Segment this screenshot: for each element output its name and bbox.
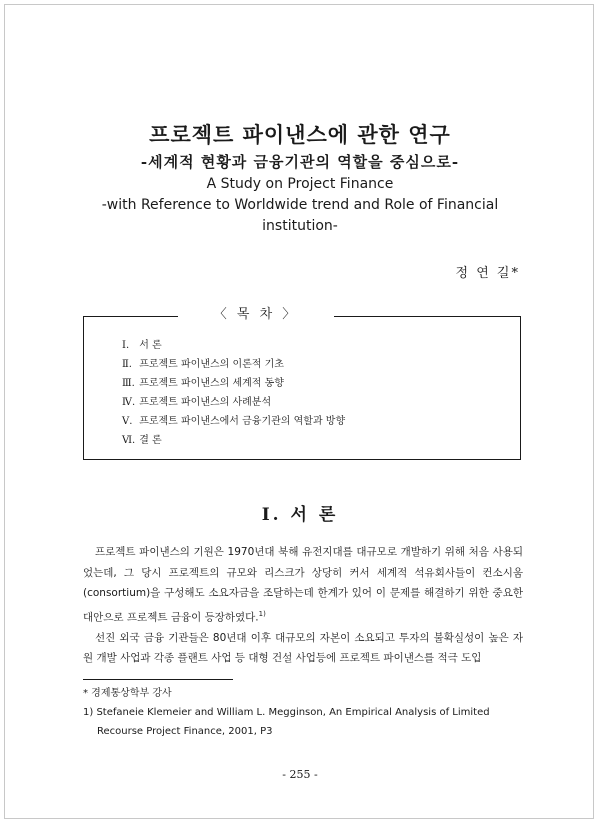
footnote-1-line1: 1) Stefaneie Klemeier and William L. Megginson, An Empirical Analysis of Limited: [83, 707, 490, 718]
toc-item-number: Ⅰ.: [122, 340, 130, 351]
section-heading: Ⅰ. 서 론: [261, 505, 339, 525]
toc-item-label: 프로젝트 파이낸스의 이론적 기초: [139, 359, 284, 370]
toc-bracket-left: 〈: [213, 307, 237, 322]
subtitle-korean: -세계적 현황과 금융기관의 역할을 중심으로-: [140, 153, 460, 171]
toc-bracket-right: 〉: [275, 307, 299, 322]
paragraph: 선진 외국 금융 기관들은 80년대 이후 대규모의 자본이 소요되고 투자의 불확실성이 높은 자원 개발 사업과 각종 플랜트 사업 등 대형 건설 사업등에 프로젝트 파이낸스를 적극 도입: [83, 631, 523, 664]
footnote-1-line2: Recourse Project Finance, 2001, P3: [97, 726, 273, 737]
toc-item: [122, 336, 345, 355]
toc-item-number: Ⅵ.: [122, 435, 136, 446]
footnote-divider: [83, 679, 233, 680]
toc-item-label: 프로젝트 파이낸스의 사례분석: [139, 397, 272, 408]
toc-item: [122, 412, 345, 431]
title-english-line2: -with Reference to Worldwide trend and Role of Financial: [101, 197, 499, 213]
toc-item: [122, 355, 345, 374]
toc-item-label: 결 론: [139, 435, 162, 446]
footnote-author: * 경제통상학부 강사: [83, 688, 172, 699]
title-korean: 프로젝트 파이낸스에 관한 연구: [149, 122, 451, 147]
author-name: 정 연 길*: [455, 266, 520, 281]
toc-item-label: 프로젝트 파이낸스에서 금융기관의 역할과 방향: [139, 416, 346, 427]
toc-item: [122, 431, 345, 450]
toc-list: [122, 336, 345, 450]
title-block: [0, 120, 600, 237]
footnotes: [83, 684, 523, 741]
toc-item-label: 프로젝트 파이낸스의 세계적 동향: [139, 378, 284, 389]
footnote-marker: 1): [258, 609, 266, 618]
toc-item: [122, 393, 345, 412]
toc-item-number: Ⅱ.: [122, 359, 132, 370]
toc-item-number: Ⅴ.: [122, 416, 133, 427]
toc-item-label: 서 론: [139, 340, 162, 351]
paragraph-text: 프로젝트 파이낸스의 기원은 1970년대 북해 유전지대를 대규모로 개발하기 위해 처음 사용되었는데, 그 당시 프로젝트의 규모와 리스크가 상당히 커서 세계적 석유회사들이 컨소시움(consortium)을 구성해도 소요자금을 조달하는데 한계가 있어 이 문제를 해결하기 위한 중요한 대안으로 프로젝트 금융이 등장하였다.: [83, 546, 523, 623]
toc-item-number: Ⅳ.: [122, 397, 136, 408]
body-text: [83, 542, 523, 669]
title-english-line3: institution-: [262, 218, 338, 234]
paragraph: [83, 542, 523, 628]
toc-item-number: Ⅲ.: [122, 378, 135, 389]
toc-heading-text: 목 차: [236, 307, 276, 322]
toc-heading: [178, 305, 334, 325]
toc-item: [122, 374, 345, 393]
title-english-line1: A Study on Project Finance: [206, 176, 394, 192]
page-number: - 255 -: [282, 768, 318, 781]
